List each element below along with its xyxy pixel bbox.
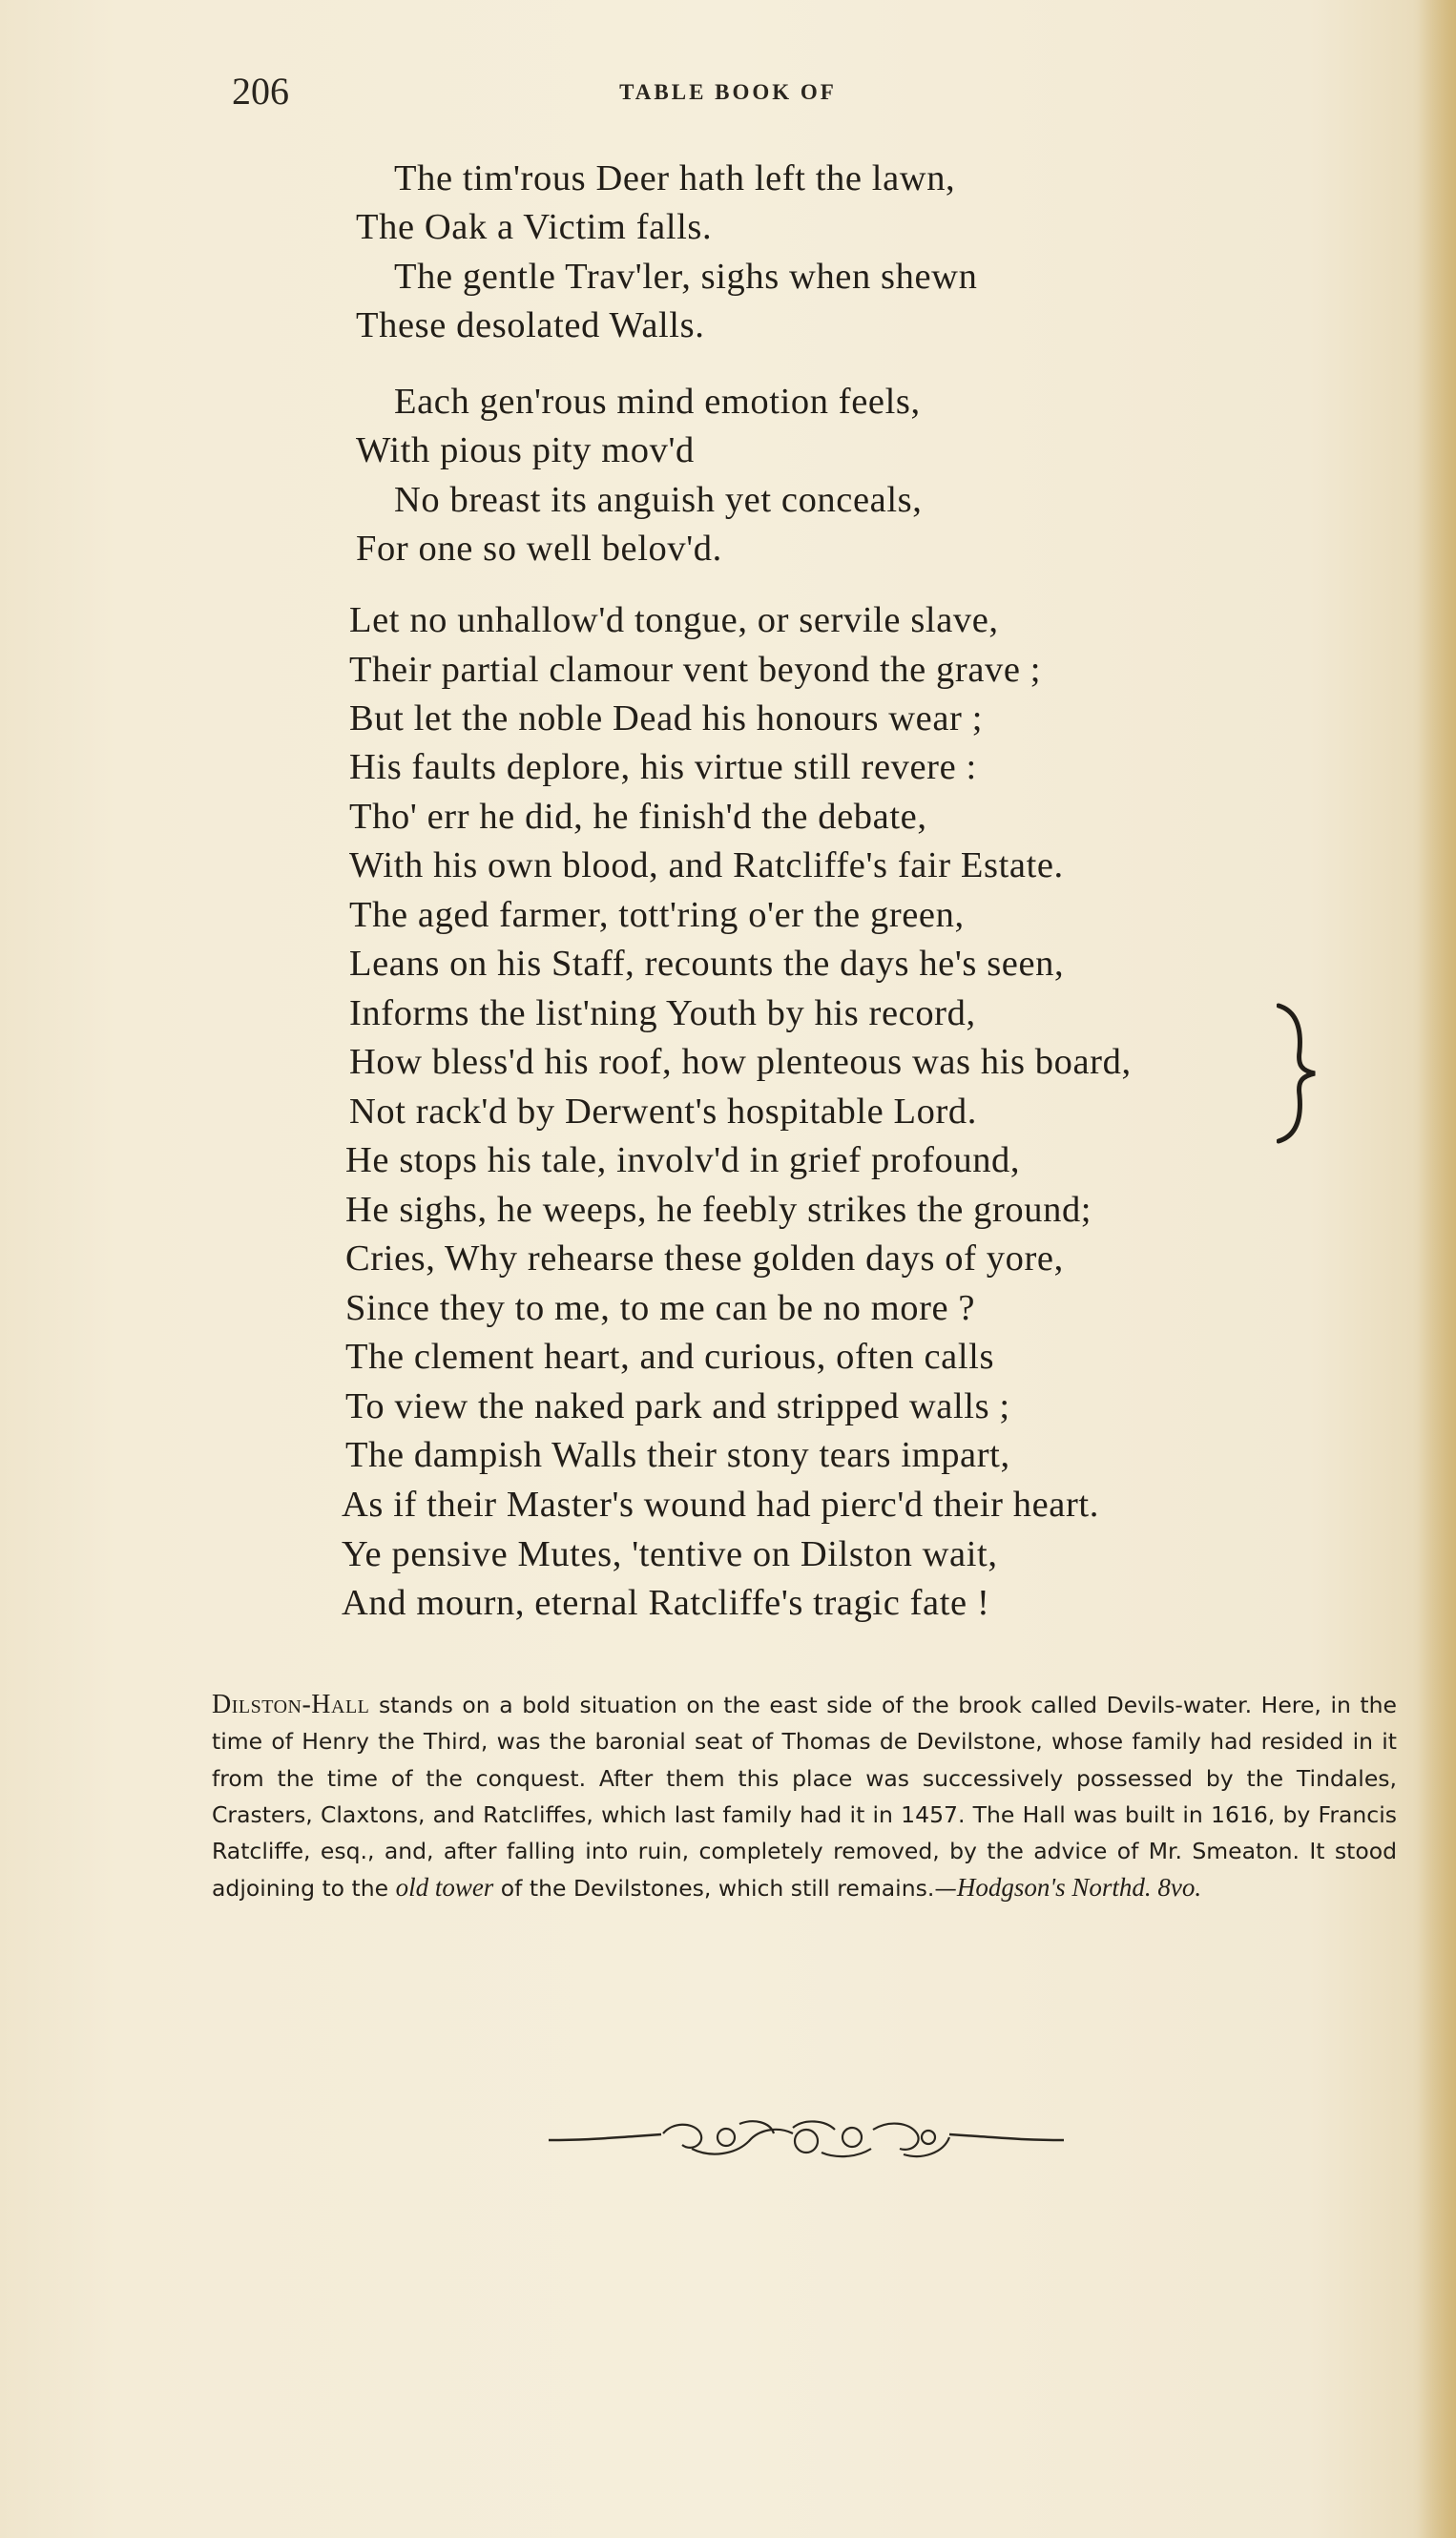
- poem-line: But let the noble Dead his honours wear ;: [349, 698, 983, 739]
- poem-line: His faults deplore, his virtue still revere :: [349, 747, 977, 787]
- poem-line: As if their Master's wound had pierc'd their heart.: [342, 1485, 1099, 1525]
- poem-line: Their partial clamour vent beyond the grave ;: [349, 650, 1042, 690]
- poem-line: Since they to me, to me can be no more ?: [345, 1288, 976, 1328]
- note-paragraph: [212, 1687, 1397, 1907]
- poem-line: With pious pity mov'd: [356, 430, 695, 470]
- note-text-2: of the Devilstones, which still remains.—: [493, 1875, 957, 1903]
- poem-line: The gentle Trav'ler, sighs when shewn: [394, 257, 978, 297]
- running-title: TABLE BOOK OF: [619, 80, 837, 104]
- decorative-ornament-icon: [549, 2116, 1064, 2164]
- page-number: 206: [232, 70, 289, 113]
- poem-line: Cries, Why rehearse these golden days of yore,: [345, 1238, 1064, 1279]
- poem-line: Not rack'd by Derwent's hospitable Lord.: [349, 1092, 977, 1132]
- note-old-tower: old tower: [395, 1873, 494, 1903]
- poem-line: Leans on his Staff, recounts the days he's seen,: [349, 944, 1065, 984]
- poem-line: He stops his tale, involv'd in grief profound,: [345, 1140, 1021, 1180]
- poem-line: Let no unhallow'd tongue, or servile slave,: [349, 600, 999, 640]
- poem-line: How bless'd his roof, how plenteous was his board,: [349, 1042, 1132, 1082]
- poem-line: And mourn, eternal Ratcliffe's tragic fate !: [342, 1583, 990, 1623]
- note-source: Hodgson's Northd. 8vo.: [956, 1873, 1202, 1903]
- note-lead: Dilston-Hall: [212, 1690, 370, 1719]
- poem-line: The tim'rous Deer hath left the lawn,: [394, 158, 956, 198]
- poem-line: He sighs, he weeps, he feebly strikes the ground;: [345, 1190, 1092, 1230]
- dilston-hall-note: [212, 1687, 1397, 1907]
- poem-line: With his own blood, and Ratcliffe's fair Estate.: [349, 845, 1064, 885]
- poem-line: Each gen'rous mind emotion feels,: [394, 382, 921, 422]
- page-edge-shadow: [1418, 0, 1456, 2538]
- poem-line: The clement heart, and curious, often calls: [345, 1337, 995, 1377]
- poem-line: The aged farmer, tott'ring o'er the green,: [349, 895, 965, 935]
- poem-line: These desolated Walls.: [356, 305, 705, 345]
- triplet-brace-icon: [1277, 1002, 1334, 1145]
- poem-line: No breast its anguish yet conceals,: [394, 480, 923, 520]
- poem-line: Informs the list'ning Youth by his record,: [349, 993, 976, 1033]
- poem-line: The dampish Walls their stony tears impart,: [345, 1435, 1010, 1475]
- poem-line: To view the naked park and stripped walls ;: [345, 1386, 1010, 1426]
- note-text-1: stands on a bold situation on the east side of the brook called Devils-water. Here, in the time of Henry the Third, was the baronial seat of Thomas de Devilstone, whose family had resided in it from the time of the conquest. After them this place was successively possessed by the Tindales, Crasters, Claxtons, and Ratcliffes, which last family had it in 1457. The Hall was built in 1616, by Francis Ratcliffe, esq., and, after falling into ruin, completely removed, by the advice of Mr. Smeaton. It stood adjoining to the: [212, 1692, 1397, 1903]
- poem-line: Tho' err he did, he finish'd the debate,: [349, 797, 927, 837]
- poem-line: Ye pensive Mutes, 'tentive on Dilston wait,: [342, 1534, 998, 1574]
- poem-line: For one so well belov'd.: [356, 529, 722, 569]
- poem-line: The Oak a Victim falls.: [356, 207, 713, 247]
